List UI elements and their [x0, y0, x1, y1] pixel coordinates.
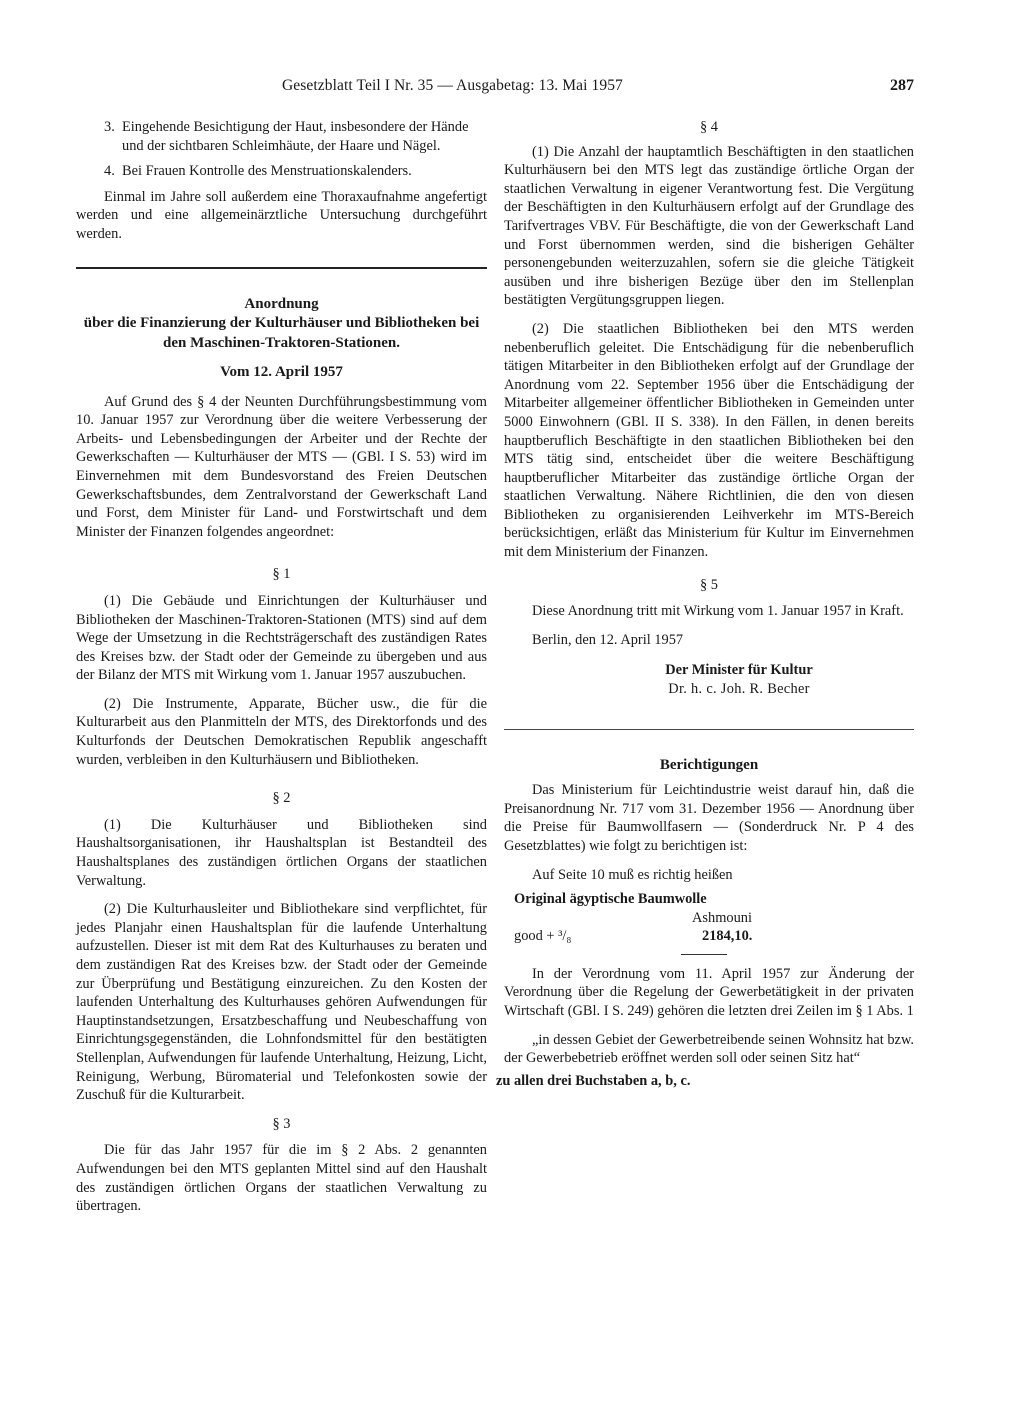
decree-date: Vom 12. April 1957: [220, 364, 343, 381]
list-item: [104, 118, 487, 155]
section-3-heading: § 3: [272, 1115, 291, 1132]
page-number: 287: [890, 77, 914, 94]
left-column: [76, 118, 487, 1216]
section-1-heading: § 1: [272, 566, 291, 583]
table-row-label: good + ³/₈: [514, 928, 572, 945]
correction-table-row: [504, 927, 914, 946]
decree-subtitle: über die Finanzierung der Kulturhäuser und Bibliotheken bei den Maschinen-Traktoren-Stationen.: [83, 315, 480, 351]
corrections-paragraph-1: Das Ministerium für Leichtindustrie weist darauf hin, daß die Preisanordnung Nr. 717 vom 31. Dezember 1956 — Anordnung über die Preise für Baumwollfasern — (Sonderdruck Nr. P 4 des Gesetzblattes) wie folgt zu berichtigen ist:: [504, 782, 914, 854]
short-divider: [681, 954, 727, 955]
page-header: [0, 77, 1024, 101]
section-divider: [76, 267, 487, 269]
section-4-heading: § 4: [700, 119, 718, 135]
preamble-paragraph: Auf Grund des § 4 der Neunten Durchführungsbestimmung vom 10. Januar 1957 zur Verordnung über die weitere Verbesserung der Arbeits- und Lebensbedingungen der Arbeiter und der Rechte der Gewerkschaften — Kulturhäuser der MTS — (GBl. I S. 53) wird im Einvernehmen mit dem Bundesvorstand des Freien Deutschen Gewerkschaftsbundes, dem Zentralvorstand der Gewerkschaft Land und Forst, dem Minister für Land- und Forstwirtschaft und dem Minister der Finanzen folgendes angeordnet:: [76, 393, 487, 540]
section-4-paragraph-2: (2) Die staatlichen Bibliotheken bei den MTS werden nebenberuflich geleitet. Die Entschädigung für die nebenberuflich tätigen Mitarbeiter in den Bibliotheken erfolgt auf der Grundlage der Anordnung vom 22. September 1956 über die Entschädigung der Mitarbeiter allgemeiner öffentlicher Bibliotheken in Gemeinden unter 5000 Einwohnern (GBl. II S. 338). In den Fällen, in denen bereits hauptberuflich Beschäftigte in den staatlichen Bibliotheken bei den MTS tätig sind, entscheidet über die weitere Beschäftigung hauptberuflicher Mitarbeiter das zuständige örtliche Organ der staatlichen Verwaltung. Nähere Richtlinien, die den von diesen Bibliotheken zu organisierenden Leihverkehr im MTS-Bereich berücksichtigen, erläßt das Ministerium für Kultur im Einvernehmen mit dem Ministerium der Finanzen.: [504, 320, 914, 561]
section-3-paragraph-1: Die für das Jahr 1957 für die im § 2 Abs. 2 genannten Aufwendungen bei den MTS geplanten Mittel sind auf den Haushalt des zuständigen örtlichen Organs der staatlichen Verwaltung zu übertragen.: [76, 1142, 487, 1215]
list-text: Bei Frauen Kontrolle des Menstruationskalenders.: [122, 163, 412, 180]
corrections-title: Berichtigungen: [659, 756, 759, 773]
decree-title: Anordnung: [244, 295, 319, 312]
signer-name: Dr. h. c. Joh. R. Becher: [668, 681, 810, 698]
section-1-paragraph-1: (1) Die Gebäude und Einrichtungen der Kulturhäuser und Bibliotheken der Maschinen-Traktoren-Stationen (MTS) sind auf dem Wege der Umsetzung in die Rechtsträgerschaft des zuständigen Rates des Kreises bzw. der Stadt oder der Gemeinde zu übergeben und aus der Bilanz der MTS mit Wirkung vom 1. Januar 1957 auszubuchen.: [76, 592, 487, 684]
right-column: [496, 118, 914, 1090]
section-2-paragraph-2: (2) Die Kulturhausleiter und Bibliothekare sind verpflichtet, für jedes Planjahr einen Haushaltsplan für die laufende Unterhaltung aufzustellen. Dieser ist mit dem Rat des Kulturhauses zu beraten und dem zuständigen Rat des Kreises bzw. der Stadt oder der Gemeinde zur Überprüfung und Bestätigung einzureichen. Zu den Kosten der laufenden Unterhaltung des Kulturhauses gehören Aufwendungen für Hauptinstandsetzungen, Ersatzbeschaffung und Neubeschaffung von Einrichtungsgegenständen, die Lohnfondsmittel für den bestätigten Stellenplan, Aufwendungen für laufende Unterhaltung, Heizung, Licht, Reinigung, Werbung, Büromaterial und Telefonkosten sowie der Zuschuß für die Kulturarbeit.: [76, 901, 487, 1104]
section-5-paragraph: Diese Anordnung tritt mit Wirkung vom 1. Januar 1957 in Kraft.: [532, 603, 904, 620]
signer-title: Der Minister für Kultur: [665, 662, 813, 679]
correction-table-header: [504, 909, 914, 928]
section-2-paragraph-1: (1) Die Kulturhäuser und Bibliotheken sind Haushaltsorganisationen, ihr Haushaltsplan ist Bestandteil des Haushaltsplanes des zuständigen örtlichen Organs der staatlichen Verwaltung.: [76, 816, 487, 889]
place-date: Berlin, den 12. April 1957: [532, 631, 684, 648]
section-2-heading: § 2: [272, 790, 291, 807]
corrections-paragraph-2: In der Verordnung vom 11. April 1957 zur Änderung der Verordnung über die Regelung der Gewerbetätigkeit in der privaten Wirtschaft (GBl. I S. 249) gehören die letzten drei Zeilen im § 1 Abs. 1: [504, 965, 914, 1020]
table-column-label: Ashmouni: [692, 909, 752, 926]
list-text: Eingehende Besichtigung der Haut, insbesondere der Hände und der sichtbaren Schleimhäute, der Haare und Nägel.: [122, 119, 469, 154]
corrections-final: zu allen drei Buchstaben a, b, c.: [496, 1072, 691, 1089]
list-number: 3.: [104, 119, 115, 135]
section-divider: [504, 729, 914, 730]
table-row-value: 2184,10.: [702, 928, 753, 945]
corrections-quote: „in dessen Gebiet der Gewerbetreibende seinen Wohnsitz hat bzw. der Gewerbebetrieb eröffnet werden soll oder seinen Sitz hat“: [504, 1031, 914, 1067]
list-number: 4.: [104, 163, 115, 180]
list-item: [104, 162, 487, 181]
corrections-page-ref: Auf Seite 10 muß es richtig heißen: [532, 866, 733, 883]
header-title: Gesetzblatt Teil I Nr. 35 — Ausgabetag: 13. Mai 1957: [282, 77, 623, 94]
intro-end-paragraph: Einmal im Jahre soll außerdem eine Thoraxaufnahme angefertigt werden und eine allgemeinärztliche Untersuchung durchgeführt werden.: [76, 188, 487, 242]
section-5-heading: § 5: [700, 576, 718, 593]
section-1-paragraph-2: (2) Die Instrumente, Apparate, Bücher usw., die für die Kulturarbeit aus den Planmitteln der MTS, des Direktorfonds und des Kulturfonds der Deutschen Demokratischen Republik angeschafft wurden, verbleiben in den Kulturhäusern und Bibliotheken.: [76, 695, 487, 768]
corrections-bold-label: Original ägyptische Baumwolle: [514, 891, 707, 908]
section-4-paragraph-1: (1) Die Anzahl der hauptamtlich Beschäftigten in den staatlichen Kulturhäusern bei den MTS legt das zuständige örtliche Organ der staatlichen Verwaltung in eigener Verantwortung fest. Die Vergütung der Beschäftigten in den Kulturhäusern erfolgt auf der Grundlage des Tarifvertrages VBV. Für Beschäftigte, die von der Gewerkschaft Land und Forst übernommen werden, sind die bisherigen Gehälter personengebunden weiterzuzahlen, sofern sie die gleiche Tätigkeit ausüben und ihre bisherigen Bezüge über den im Stellenplan bestätigten Vergütungsgruppen liegen.: [504, 143, 914, 309]
